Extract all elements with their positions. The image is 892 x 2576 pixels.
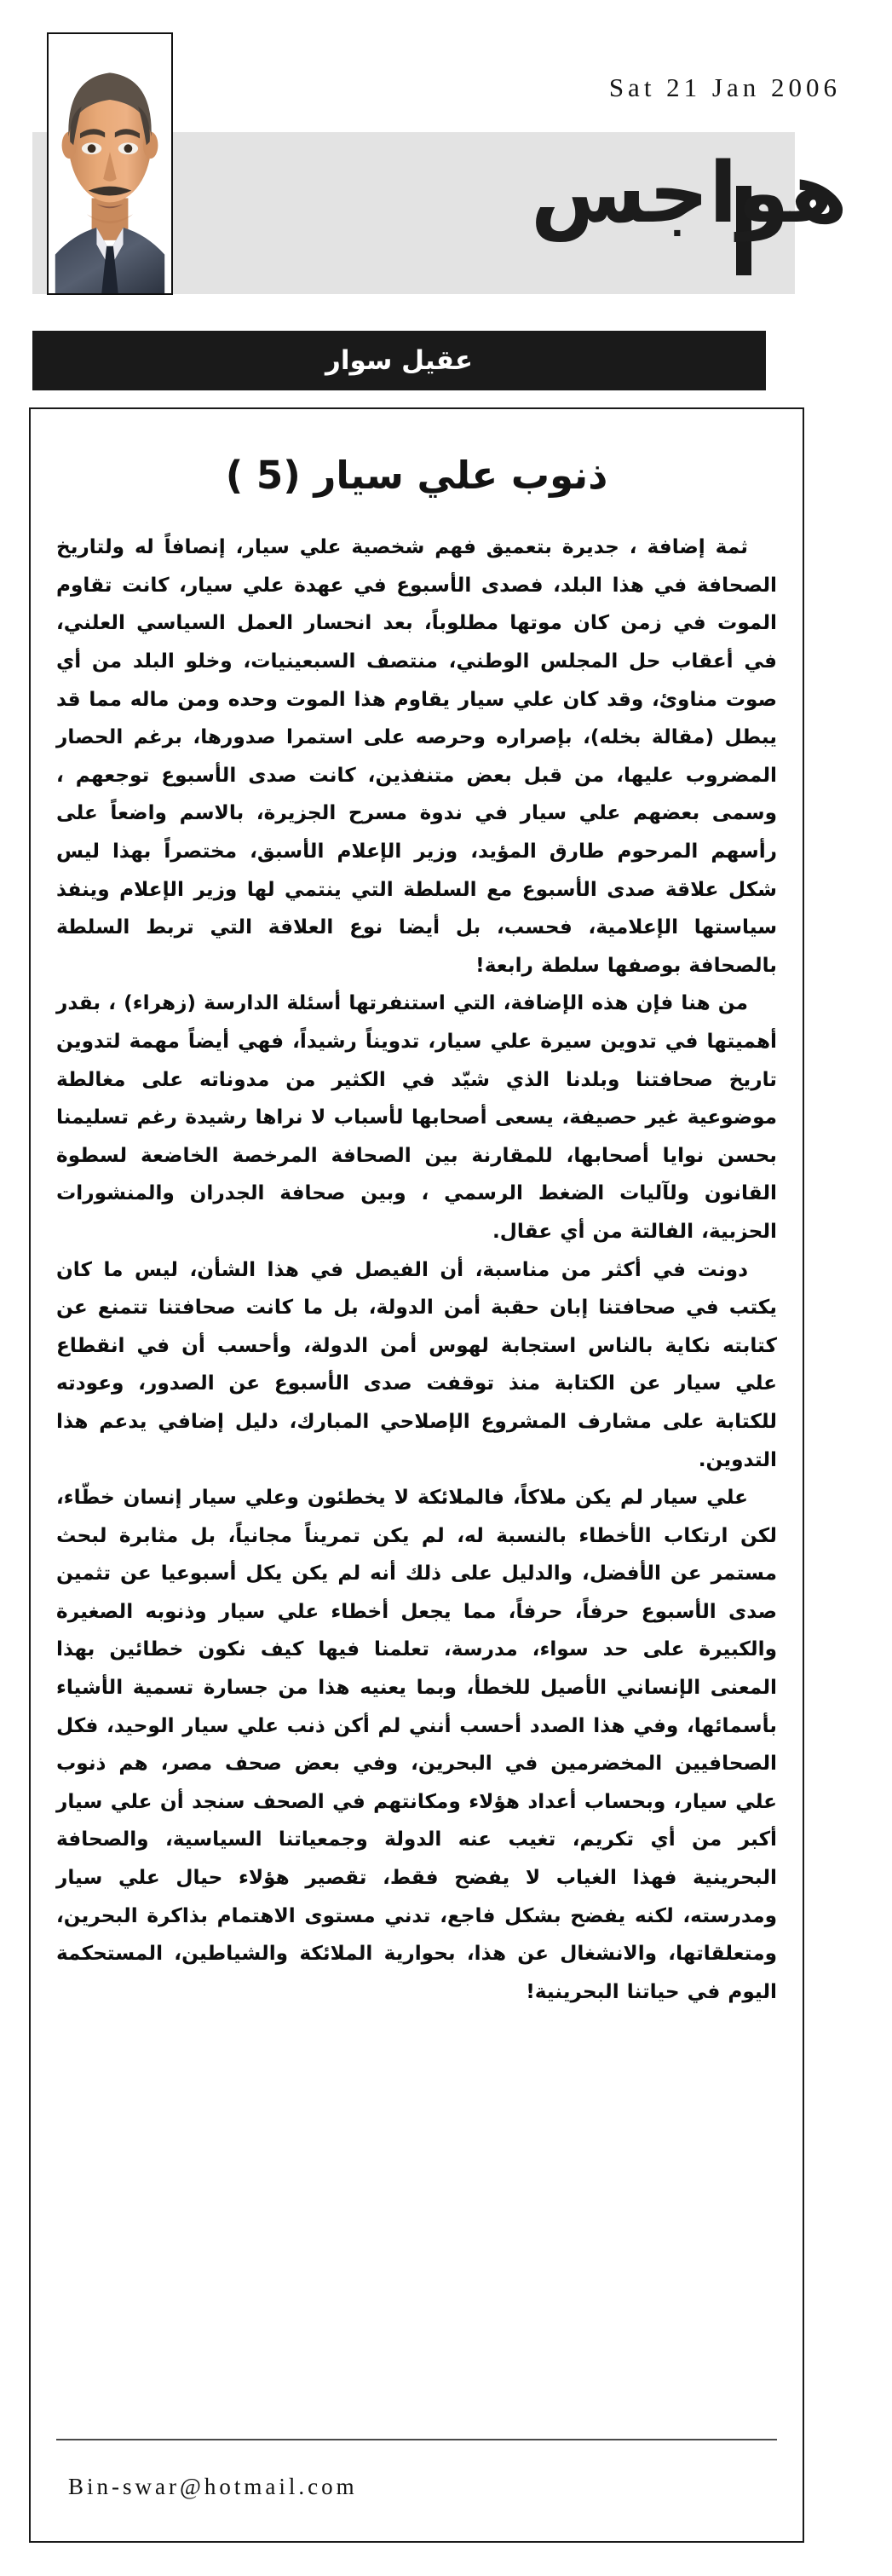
author-name: عقيل سوار — [325, 345, 473, 376]
author-portrait — [47, 32, 173, 295]
article-container — [29, 407, 804, 2543]
footer-divider — [56, 2439, 777, 2440]
article-headline: ذنوب علي سيار (5 ) — [225, 453, 608, 498]
article-paragraph: علي سيار لم يكن ملاكاً، فالملائكة لا يخطئون وعلي سيار إنسان خطّاء، لكن ارتكاب الأخطاء بالنسبة له، لم يكن تمريناً مجانياً، بل مثابرة لبحث مستمر عن الأفضل، والدليل على ذلك أنه لم يكن يكل أسبوعيا عن تثمين صدى الأسبوع حرفاً، حرفاً، مما يجعل أخطاء علي سيار وذنوبه الصغيرة والكبيرة على حد سواء، مدرسة، تعلمنا فيها كيف نكون خطائين بهذا المعنى الإنساني الأصيل للخطأ، وبما يعنيه هذا من جسارة تسمية الأشياء بأسمائها، وفي هذا الصدد أحسب أنني لم أكن ذنب علي سيار الوحيد، فكل الصحافيين المخضرمين في البحرين، وفي بعض صحف مصر، هم ذنوب علي سيار، وبحساب أعداد هؤلاء ومكانتهم في الصحف سنجد أن علي سيار أكبر من أي تكريم، تغيب عنه الدولة وجمعياتنا السياسية، والصحافة البحرينية فهذا الغياب لا يفضح فقط، تقصير هؤلاء حيال علي سيار ومدرسته، لكنه يفضح بشكل فاجع، تدني مستوى الاهتمام بذاكرة البحرين، ومتعلقاتها، والانشغال عن هذا، بحوارية الملائكة والشياطين، المستحكمة اليوم في حياتنا البحرينية! — [56, 1486, 777, 2003]
masthead — [0, 0, 892, 376]
article-paragraph: دونت في أكثر من مناسبة، أن الفيصل في هذا الشأن، ليس ما كان يكتب في صحافتنا إبان حقبة أمن الدولة، بل ما كانت صحافتنا تتمنع عن كتابته نكاية بالناس استجابة لهوس أمن الدولة، وأحسب أن في انقطاع علي سيار عن الكتابة منذ توقفت صدى الأسبوع عن الصدور، وعودته للكتابة على مشارف المشروع الإصلاحي المبارك، دليل إضافي يدعم هذا التدوين. — [56, 1257, 777, 1471]
author-byline-bar — [32, 331, 766, 390]
publication-date: Sat 21 Jan 2006 — [608, 72, 841, 102]
article-paragraph: من هنا فإن هذه الإضافة، التي استنفرتها أسئلة الدارسة (زهراء) ، بقدر أهميتها في تدوين سيرة علي سيار، تدويناً رشيداً، فهي أيضاً مهمة لتدوين تاريخ صحافتنا وبلدنا الذي شيّد في الكثير من مدوناته على مغالطة موضوعية غير حصيفة، يسعى أصحابها لأسباب لا نراها رشيدة رغم تسليمنا بحسن نوايا أصحابها، للمقارنة بين الصحافة المرخصة الخاضعة لسطوة القانون ولآليات الضغط الرسمي ، وبين صحافة الجدران والمنشورات الحزبية، الفالتة من أي عقال. — [56, 991, 777, 1243]
masthead-title: هواجس — [530, 145, 848, 242]
portrait-image — [49, 34, 171, 293]
article-body — [56, 528, 777, 2011]
article-paragraph: ثمة إضافة ، جديرة بتعميق فهم شخصية علي سيار، إنصافاً له ولتاريخ الصحافة في هذا البلد، فصدى الأسبوع في عهدة علي سيار، كانت تقاوم الموت في زمن كان موتها مطلوباً، بعد انحسار العمل السياسي العلني، في أعقاب حل المجلس الوطني، منتصف السبعينيات، وخلو البلد من أي صوت مناوئ، وقد كان علي سيار يقاوم هذا الموت وحده ومن ماله مما قد يبطل (مقالة بخله)، بإصراره وحرصه على استمرا صدورها، برغم الحصار المضروب عليها، من قبل بعض متنفذين، كانت صدى الأسبوع توجعهم ، وسمى بعضهم علي سيار في ندوة مسرح الجزيرة، بالاسم واضعاً على رأسهم المرحوم طارق المؤيد، وزير الإعلام الأسبق، مختصراً بهذا ليس شكل علاقة صدى الأسبوع مع السلطة التي ينتمي لها وزير الإعلام وينفذ سياستها الإعلامية، فحسب، بل أيضا نوع العلاقة التي تربط السلطة بالصحافة بوصفها سلطة رابعة! — [56, 535, 777, 977]
author-email[interactable]: Bin-swar@hotmail.com — [68, 2474, 358, 2499]
